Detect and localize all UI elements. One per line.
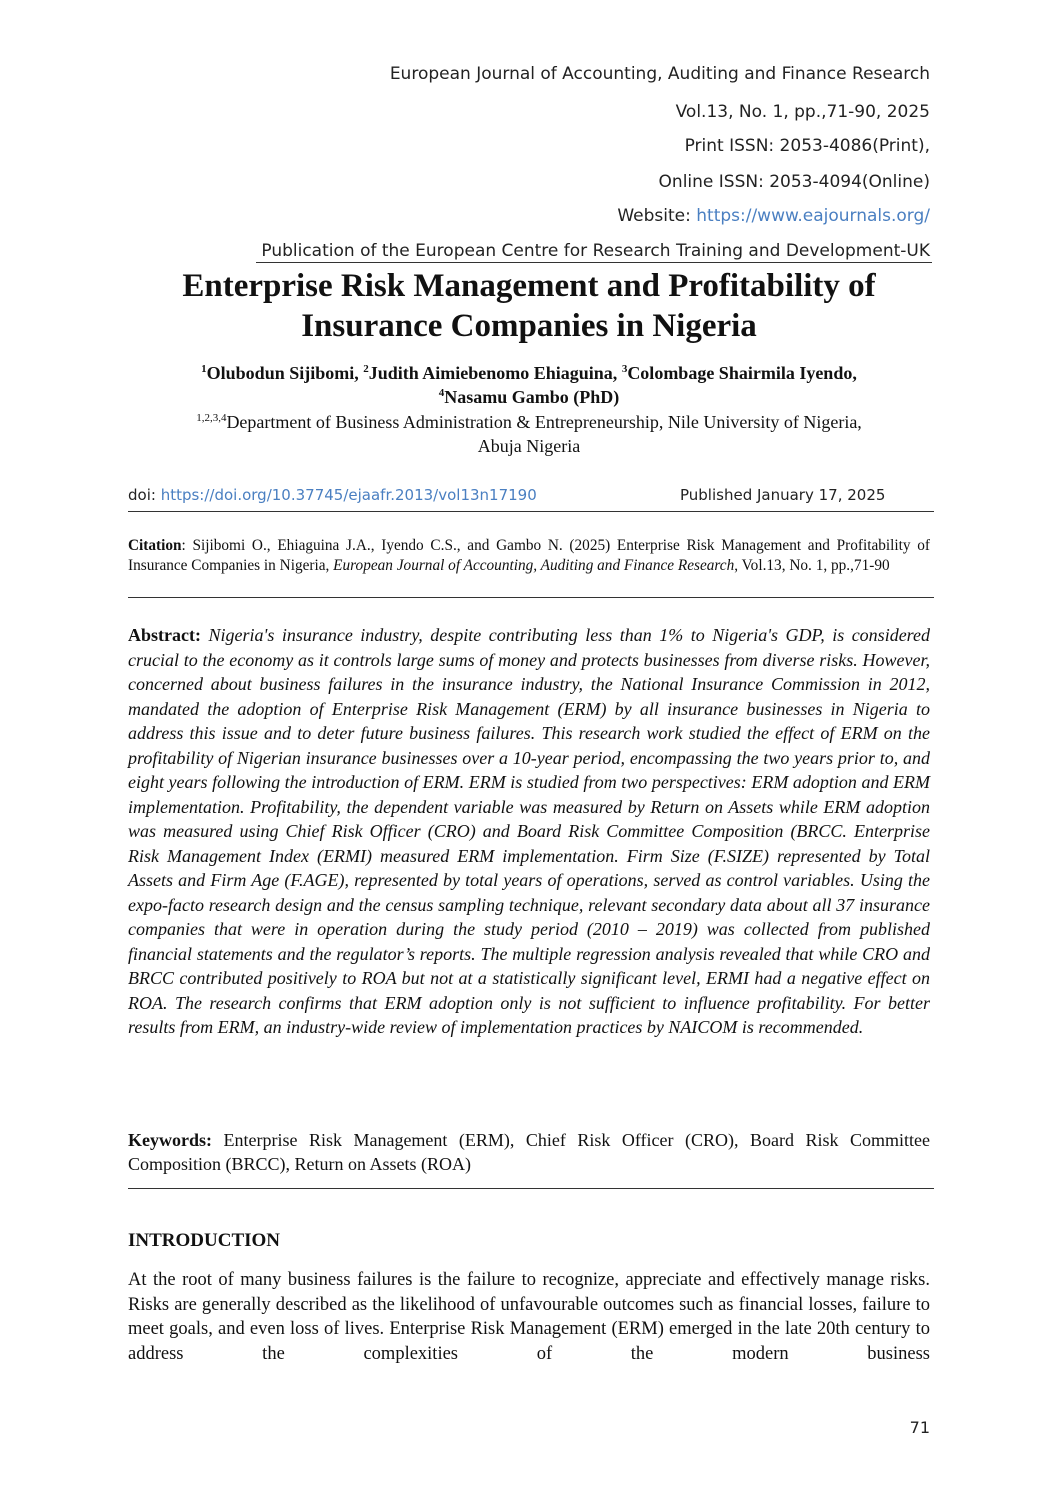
page-number: 71: [909, 1418, 930, 1437]
keywords-text: Enterprise Risk Management (ERM), Chief Risk Officer (CRO), Board Risk Committee Composition (BRCC), Return on Assets (ROA): [128, 1130, 930, 1174]
author-4-sup: 4: [438, 387, 445, 399]
introduction-paragraph: [128, 1268, 930, 1391]
author-list: [128, 361, 930, 409]
author-1: Olubodun Sijibomi,: [206, 363, 364, 383]
citation-text: : Sijibomi O., Ehiaguina J.A., Iyendo C.S., and Gambo N. (2025) Enterprise Risk Management and Profitability of Insurance Companies in Nigeria,: [128, 537, 930, 574]
citation-divider: [128, 597, 934, 598]
citation-block: [128, 536, 930, 576]
authors-line-1: [128, 361, 930, 385]
author-3-sup: 3: [621, 363, 628, 375]
publisher-line: Publication of the European Centre for Research Training and Development-UK: [261, 241, 930, 261]
citation-label: Citation: [128, 537, 182, 554]
abstract-text: Nigeria's insurance industry, despite contributing less than 1% to Nigeria's GDP, is considered crucial to the economy as it controls large sums of money and protects businesses from diverse risks. However, concerned about business failures in the insurance industry, the National Insurance Commission in 2012, mandated the adoption of Enterprise Risk Management (ERM) by all insurance businesses in Nigeria to address this issue and to deter future business failures. This research work studied the effect of ERM on the profitability of Nigerian insurance businesses over a 10-year period, encompassing the two years prior to, and eight years following the introduction of ERM. ERM is studied from two perspectives: ERM adoption and ERM implementation. Profitability, the dependent variable was measured by Return on Assets while ERM adoption was measured using Chief Risk Officer (CRO) and Board Risk Committee Composition (BRCC. Enterprise Risk Management Index (ERMI) measured ERM implementation. Firm Size (F.SIZE) represented by Total Assets and Firm Age (F.AGE), represented by total years of operations, served as control variables. Using the expo-facto research design and the census sampling technique, relevant secondary data about all 37 insurance companies that were in operation during the study period (2010 – 2019) was collected from published financial statements and the regulator’s reports. The multiple regression analysis revealed that while CRO and BRCC contributed positively to ROA but not at a statistically significant level, ERMI had a negative effect on ROA. The research confirms that ERM adoption only is not sufficient to influence profitability. For better results from ERM, an industry-wide review of implementation practices by NAICOM is recommended.: [128, 625, 931, 1037]
title-line-1: Enterprise Risk Management and Profitability of: [182, 268, 876, 304]
journal-name: European Journal of Accounting, Auditing and Finance Research: [389, 64, 930, 84]
abstract-block: [128, 623, 930, 1040]
website-link[interactable]: https://www.eajournals.org/: [696, 206, 930, 226]
affiliation-line-2: Abuja Nigeria: [477, 436, 581, 456]
keywords-label: Keywords:: [128, 1130, 212, 1150]
citation-tail: , Vol.13, No. 1, pp.,71-90: [734, 557, 890, 574]
doi-link[interactable]: https://doi.org/10.37745/ejaafr.2013/vol13n17190: [160, 486, 537, 504]
doi-row: [128, 486, 936, 504]
header-divider: [256, 262, 932, 263]
affiliation-text-1: Department of Business Administration & Entrepreneurship, Nile University of Nigeria,: [226, 412, 862, 432]
published-date: Published January 17, 2025: [680, 486, 886, 504]
abstract-label: Abstract:: [128, 625, 201, 645]
author-2-sup: 2: [363, 363, 369, 375]
volume-info: Vol.13, No. 1, pp.,71-90, 2025: [675, 102, 930, 122]
affiliation: [128, 410, 930, 458]
citation-journal: European Journal of Accounting, Auditing and Finance Research: [333, 557, 735, 574]
author-1-sup: 1: [201, 363, 207, 375]
keywords-block: [128, 1128, 930, 1176]
title-line-2: Insurance Companies in Nigeria: [301, 308, 757, 344]
doi-divider: [128, 511, 934, 512]
paper-title: [128, 266, 930, 346]
affiliation-sup: 1,2,3,4: [196, 412, 227, 424]
online-issn: Online ISSN: 2053-4094(Online): [658, 172, 930, 192]
print-issn: Print ISSN: 2053-4086(Print),: [684, 136, 930, 156]
introduction-heading: INTRODUCTION: [128, 1230, 281, 1251]
website-line: [617, 206, 930, 226]
author-2: Judith Aimiebenomo Ehiaguina,: [368, 363, 622, 383]
author-3: Colombage Shairmila Iyendo,: [627, 363, 857, 383]
keywords-divider: [128, 1188, 934, 1189]
authors-line-2: [128, 385, 930, 409]
website-label: Website:: [617, 206, 697, 226]
doi-label: doi:: [128, 486, 161, 504]
affiliation-line-1: [128, 410, 930, 434]
introduction-text: At the root of many business failures is the failure to recognize, appreciate and effectively manage risks. Risks are generally described as the likelihood of unfavourable outcomes such as financial losses, failure to meet goals, and even loss of lives. Enterprise Risk Management (ERM) emerged in the late 20th century to address the complexities of the modern business: [128, 1270, 930, 1364]
author-4: Nasamu Gambo (PhD): [444, 387, 620, 407]
